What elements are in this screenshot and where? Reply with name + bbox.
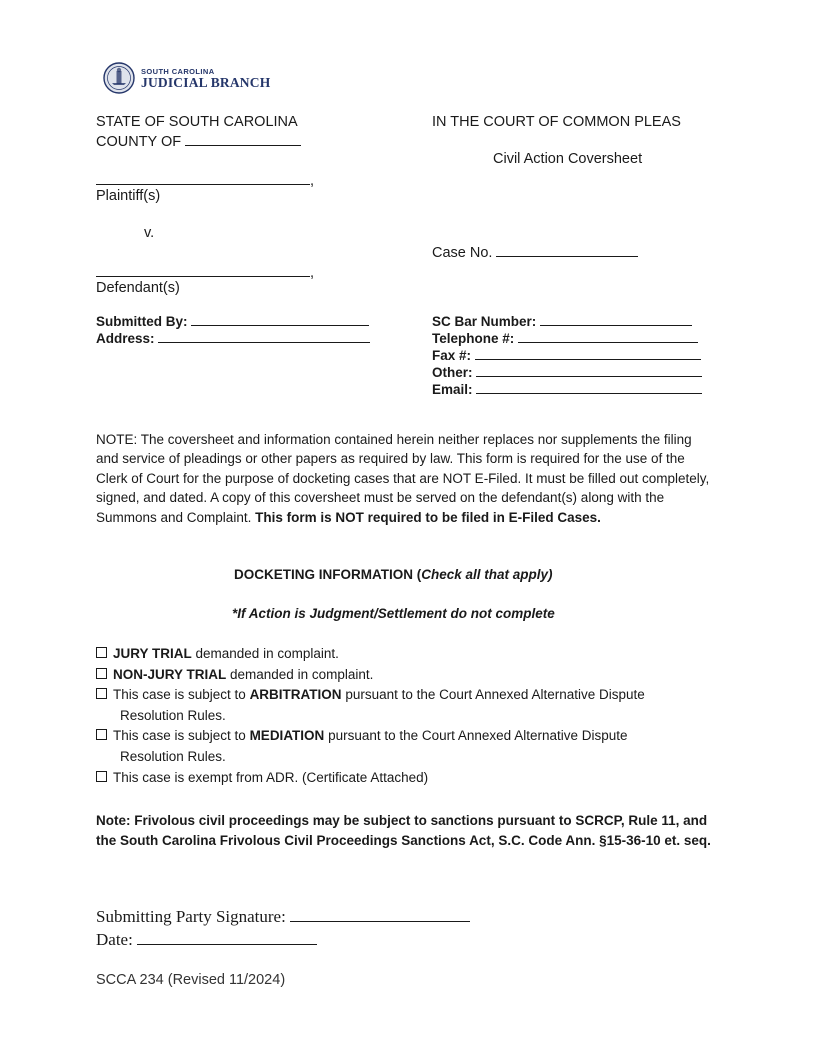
check-item-bold: MEDIATION bbox=[249, 728, 325, 744]
plaintiff-label: Plaintiff(s) bbox=[96, 188, 161, 204]
check-item-jury-trial bbox=[96, 644, 716, 665]
telephone-row bbox=[432, 330, 698, 347]
arbitration-checkbox[interactable] bbox=[96, 688, 107, 699]
check-item-mediation bbox=[96, 726, 716, 767]
address-label: Address: bbox=[96, 331, 155, 346]
date-row bbox=[96, 929, 317, 951]
email-label: Email: bbox=[432, 382, 473, 397]
plaintiff-blank[interactable] bbox=[96, 171, 310, 185]
telephone-blank[interactable] bbox=[518, 330, 698, 343]
check-item-continuation: Resolution Rules. bbox=[120, 707, 226, 723]
note-paragraph bbox=[96, 430, 712, 527]
fax-label: Fax #: bbox=[432, 348, 472, 363]
signature-blank[interactable] bbox=[290, 907, 470, 922]
mediation-checkbox[interactable] bbox=[96, 729, 107, 740]
defendant-blank[interactable] bbox=[96, 263, 310, 277]
other-row bbox=[432, 364, 702, 381]
logo-line-1: SOUTH CAROLINA bbox=[141, 66, 215, 76]
check-item-continuation: Resolution Rules. bbox=[120, 748, 226, 764]
county-blank[interactable] bbox=[185, 132, 301, 146]
check-item-arbitration bbox=[96, 685, 716, 726]
case-number-blank[interactable] bbox=[496, 243, 638, 257]
check-item-text: pursuant to the Court Annexed Alternative Dispute bbox=[341, 687, 645, 703]
submitted-by-row bbox=[96, 313, 369, 330]
check-item-text: This case is subject to bbox=[113, 728, 250, 744]
signature-row bbox=[96, 906, 470, 928]
state-seal-icon bbox=[103, 62, 135, 94]
address-row bbox=[96, 330, 370, 347]
plaintiff-line: , bbox=[96, 171, 314, 190]
docketing-checklist bbox=[96, 644, 716, 788]
docketing-heading-italic: Check all that apply) bbox=[421, 567, 553, 582]
versus-label: v. bbox=[144, 225, 155, 241]
check-item-bold: ARBITRATION bbox=[249, 687, 342, 703]
check-item-text: This case is exempt from ADR. (Certificate Attached) bbox=[113, 769, 429, 785]
docketing-heading-text: DOCKETING INFORMATION ( bbox=[234, 567, 422, 582]
case-number-line bbox=[432, 243, 638, 262]
check-item-text: This case is subject to bbox=[113, 687, 250, 703]
check-item-text: demanded in complaint. bbox=[226, 666, 374, 682]
defendant-label: Defendant(s) bbox=[96, 280, 180, 296]
fax-blank[interactable] bbox=[475, 347, 701, 360]
docketing-subheading: *If Action is Judgment/Settlement do not complete bbox=[232, 606, 555, 621]
submitted-by-blank[interactable] bbox=[191, 313, 369, 326]
jury-trial-checkbox[interactable] bbox=[96, 647, 107, 658]
form-title: Civil Action Coversheet bbox=[493, 151, 643, 167]
telephone-label: Telephone #: bbox=[432, 331, 515, 346]
defendant-line: , bbox=[96, 263, 314, 282]
bar-number-label: SC Bar Number: bbox=[432, 314, 537, 329]
address-blank[interactable] bbox=[158, 330, 370, 343]
check-item-text: demanded in complaint. bbox=[191, 646, 339, 661]
check-item-adr-exempt bbox=[96, 768, 716, 789]
case-number-label: Case No. bbox=[432, 245, 493, 261]
date-blank[interactable] bbox=[137, 930, 317, 945]
county-line bbox=[96, 132, 301, 151]
bar-number-row bbox=[432, 313, 692, 330]
docketing-heading bbox=[234, 567, 553, 583]
check-item-bold: JURY TRIAL bbox=[113, 646, 192, 661]
frivolous-note: Note: Frivolous civil proceedings may be subject to sanctions pursuant to SCRCP, Rule 11, and the South Carolina Frivolous Civil Proceedings Sanctions Act, S.C. Code Ann. §15-36-10 et. seq. bbox=[96, 813, 711, 848]
court-heading: IN THE COURT OF COMMON PLEAS bbox=[432, 114, 681, 130]
form-footer: SCCA 234 (Revised 11/2024) bbox=[96, 972, 286, 988]
signature-label: Submitting Party Signature: bbox=[96, 907, 286, 926]
check-item-non-jury-trial bbox=[96, 665, 716, 686]
bar-number-blank[interactable] bbox=[540, 313, 692, 326]
submitted-by-label: Submitted By: bbox=[96, 314, 188, 329]
county-label: COUNTY OF bbox=[96, 134, 182, 150]
note-bold-text: This form is NOT required to be filed in E-Filed Cases. bbox=[255, 509, 601, 525]
other-blank[interactable] bbox=[476, 364, 702, 377]
adr-exempt-checkbox[interactable] bbox=[96, 771, 107, 782]
date-label: Date: bbox=[96, 930, 133, 949]
other-label: Other: bbox=[432, 365, 473, 380]
fax-row bbox=[432, 347, 701, 364]
email-blank[interactable] bbox=[476, 381, 702, 394]
check-item-text: pursuant to the Court Annexed Alternative Dispute bbox=[324, 728, 628, 744]
check-item-bold: NON-JURY TRIAL bbox=[113, 666, 227, 682]
judicial-branch-logo bbox=[103, 62, 270, 94]
logo-line-2: JUDICIAL BRANCH bbox=[141, 74, 271, 90]
email-row bbox=[432, 381, 702, 398]
note-text: NOTE: The coversheet and information contained herein neither replaces nor supplements the filing and service of pleadings or other papers as required by law. This form is required for the use of the Clerk of Court for the purpose of docketing cases that are NOT E-Filed. It must be filled out completely, signed, and dated. A copy of this coversheet must be served on the defendant(s) along with the Summons and Complaint. bbox=[96, 432, 710, 525]
non-jury-trial-checkbox[interactable] bbox=[96, 668, 107, 679]
state-heading: STATE OF SOUTH CAROLINA bbox=[96, 114, 298, 130]
